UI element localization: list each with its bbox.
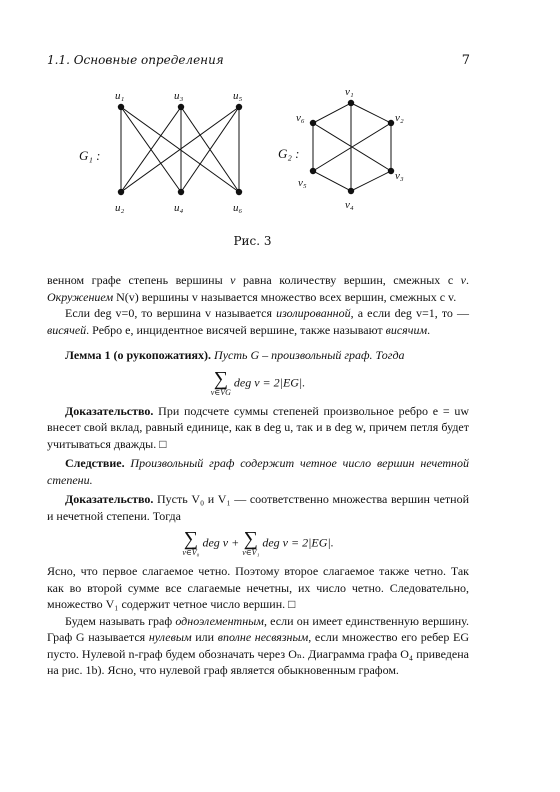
vertex-u4 — [178, 189, 184, 195]
g1-label: G₁ : — [79, 148, 101, 163]
label-u6: u₆ — [233, 202, 243, 214]
lemma: Лемма 1 (о рукопожатиях). Пусть G – произвольный граф. Тогда — [65, 348, 405, 362]
proof-lemma: Доказательство. При подсчете суммы степеней произвольное ребро e = uw внесет свой вклад, равный единице, как в deg u, так и в deg w, причем петля будет учитываться дважды. □ — [47, 403, 469, 451]
vertex-v2 — [388, 120, 394, 126]
sum-symbol: ∑ v∈V₁ — [242, 528, 260, 557]
vertex-u1 — [118, 104, 124, 110]
page-number: 7 — [461, 53, 470, 68]
proof-corollary: Доказательство. Пусть V₀ и V₁ — соответственно множества вершин четной и нечетной степени. Тогда — [47, 492, 469, 523]
vertex-v4 — [348, 188, 354, 194]
g2-label: G₂ : — [278, 146, 300, 161]
label-v3: v₃ — [395, 170, 404, 182]
figure-graphs — [0, 80, 560, 230]
label-u5: u₅ — [233, 90, 243, 102]
paragraph-degree: венном графе степень вершины v равна количеству вершин, смежных с v. Окружением N(v) вершины v называется множество всех вершин, смежных с v. — [47, 273, 469, 304]
main-text — [47, 272, 469, 679]
running-header-section: 1.1. Основные определения — [47, 53, 224, 67]
label-u3: u₃ — [174, 90, 184, 102]
vertex-u6 — [236, 189, 242, 195]
label-v4: v₄ — [345, 199, 354, 211]
label-u2: u₂ — [115, 202, 125, 214]
corollary: Следствие. Произвольный граф содержит четное число вершин нечетной степени. — [47, 456, 469, 487]
label-v1: v₁ — [345, 86, 354, 98]
vertex-u5 — [236, 104, 242, 110]
formula-handshake: ∑ v∈VG deg v = 2|EG|. — [210, 367, 306, 397]
paragraph-isolated: Если deg v=0, то вершина v называется изолированной, а если deg v=1, то — висячей. Ребро e, инцидентное висячей вершине, также называют висячим. — [47, 306, 469, 337]
paragraph-null-graph: Будем называть граф одноэлементным, если он имеет единственную вершину. Граф G называется нулевым или вполне несвязным, если множество его ребер EG пусто. Нулевой n-граф будем обозначать через Oₙ. Диаграмма графа O₄ приведена на рис. 1b). Ясно, что нулевой граф является обыкновенным графом. — [47, 613, 469, 677]
graph-g1 — [121, 107, 239, 192]
label-v5: v₅ — [298, 177, 307, 189]
label-v2: v₂ — [395, 112, 404, 124]
paragraph-parity: Ясно, что первое слагаемое четно. Поэтому второе слагаемое также четно. Так как во второй сумме все слагаемые нечетны, их число четно. Следовательно, множество V₁ содержит четное число вершин. □ — [47, 564, 469, 611]
vertex-v5 — [310, 168, 316, 174]
vertex-u2 — [118, 189, 124, 195]
sum-symbol: ∑ v∈V₀ — [182, 528, 200, 557]
label-u1: u₁ — [115, 90, 125, 102]
sum-symbol: ∑ v∈VG — [210, 367, 231, 397]
label-u4: u₄ — [174, 202, 184, 214]
vertex-u3 — [178, 104, 184, 110]
vertex-v6 — [310, 120, 316, 126]
label-v6: v₆ — [296, 112, 305, 124]
graph-g2 — [313, 103, 391, 191]
vertex-v3 — [388, 168, 394, 174]
formula-split: ∑ v∈V₀ deg v + ∑ v∈V₁ deg v = 2|EG|. — [182, 528, 334, 557]
vertex-v1 — [348, 100, 354, 106]
figure-caption: Рис. 3 — [233, 234, 272, 248]
